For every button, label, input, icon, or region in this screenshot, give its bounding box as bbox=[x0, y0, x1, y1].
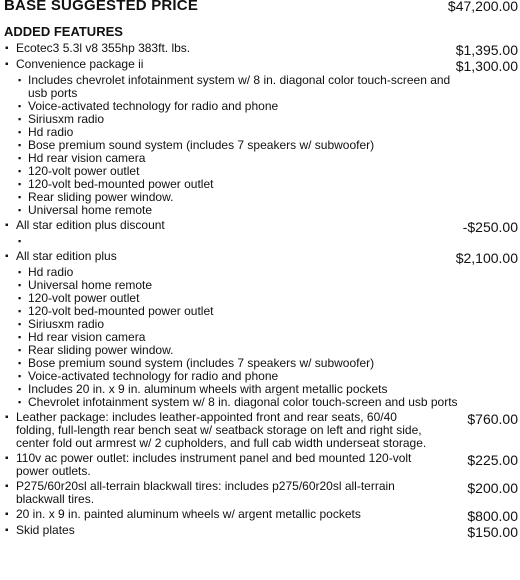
sub-feature-item: ▪ Universal home remote bbox=[0, 279, 458, 292]
feature-price: $760.00 bbox=[467, 411, 518, 427]
sub-feature-item: ▪ Voice-activated technology for radio and phone bbox=[0, 100, 458, 113]
sub-feature-item: ▪ Rear sliding power window. bbox=[0, 344, 458, 357]
feature-label: ▪ All star edition plus discount bbox=[0, 219, 436, 232]
feature-label: ▪ Convenience package ii bbox=[0, 58, 436, 71]
sub-feature-item: ▪ 120-volt power outlet bbox=[0, 292, 458, 305]
feature-label: ▪ Leather package: includes leather-appointed front and rear seats, 60/40 folding, full-length rear bench seat w/ seatback storage on left and right side, center fold out armrest w/ 2 cupholders, and full cab width underseat storage. bbox=[0, 411, 436, 450]
sub-feature-item: ▪ 120-volt bed-mounted power outlet bbox=[0, 178, 458, 191]
sub-feature-item: ▪ Rear sliding power window. bbox=[0, 191, 458, 204]
sub-feature-item: ▪ Hd rear vision camera bbox=[0, 152, 458, 165]
sub-feature-item: ▪ 120-volt bed-mounted power outlet bbox=[0, 305, 458, 318]
base-price-label: BASE SUGGESTED PRICE bbox=[4, 0, 199, 14]
sub-feature-list bbox=[0, 74, 520, 217]
base-price-value: $47,200.00 bbox=[447, 0, 518, 14]
feature-price: $150.00 bbox=[467, 524, 518, 540]
feature-label: ▪ 110v ac power outlet: includes instrument panel and bed mounted 120-volt power outlets. bbox=[0, 452, 436, 478]
sub-feature-item: ▪ Voice-activated technology for radio and phone bbox=[0, 370, 458, 383]
sub-feature-item: ▪ Includes chevrolet infotainment system w/ 8 in. diagonal color touch-screen and usb ports bbox=[0, 74, 458, 100]
feature-price: $2,100.00 bbox=[455, 250, 518, 266]
feature-price: $1,395.00 bbox=[455, 42, 518, 58]
feature-label: ▪ Skid plates bbox=[0, 524, 436, 537]
sub-feature-item: ▪ Hd radio bbox=[0, 126, 458, 139]
base-price-row bbox=[4, 0, 518, 17]
sub-feature-item: ▪ 120-volt power outlet bbox=[0, 165, 458, 178]
sub-feature-item: ▪ Bose premium sound system (includes 7 speakers w/ subwoofer) bbox=[0, 357, 458, 370]
feature-price: $1,300.00 bbox=[455, 58, 518, 74]
sub-feature-item: ▪ Includes 20 in. x 9 in. aluminum wheels with argent metallic pockets bbox=[0, 383, 458, 396]
sub-feature-item: ▪ Hd rear vision camera bbox=[0, 331, 458, 344]
sub-feature-list bbox=[0, 266, 520, 409]
section-title: ADDED FEATURES bbox=[4, 24, 123, 39]
sub-feature-item: ▪ Chevrolet infotainment system w/ 8 in. diagonal color touch-screen and usb ports bbox=[0, 396, 458, 409]
feature-list bbox=[0, 42, 520, 540]
sub-feature-list bbox=[0, 235, 520, 248]
feature-item bbox=[0, 250, 520, 409]
feature-label: ▪ 20 in. x 9 in. painted aluminum wheels w/ argent metallic pockets bbox=[0, 508, 436, 521]
feature-item bbox=[0, 219, 520, 248]
feature-item bbox=[0, 452, 520, 478]
feature-item bbox=[0, 42, 520, 58]
feature-item bbox=[0, 480, 520, 506]
feature-item bbox=[0, 411, 520, 450]
feature-label: ▪ Ecotec3 5.3l v8 355hp 383ft. lbs. bbox=[0, 42, 436, 55]
feature-label: ▪ P275/60r20sl all-terrain blackwall tires: includes p275/60r20sl all-terrain blackwall tires. bbox=[0, 480, 436, 506]
sub-feature-item: ▪ Hd radio bbox=[0, 266, 458, 279]
feature-price: -$250.00 bbox=[462, 219, 518, 235]
feature-price: $225.00 bbox=[467, 452, 518, 468]
sub-feature-item: ▪ Siriusxm radio bbox=[0, 113, 458, 126]
sub-feature-item: ▪ Universal home remote bbox=[0, 204, 458, 217]
sub-feature-item: ▪ Siriusxm radio bbox=[0, 318, 458, 331]
feature-item bbox=[0, 58, 520, 217]
feature-item bbox=[0, 524, 520, 540]
feature-price: $200.00 bbox=[467, 480, 518, 496]
sub-feature-item: ▪ Bose premium sound system (includes 7 speakers w/ subwoofer) bbox=[0, 139, 458, 152]
feature-label: ▪ All star edition plus bbox=[0, 250, 436, 263]
feature-price: $800.00 bbox=[467, 508, 518, 524]
feature-item bbox=[0, 508, 520, 524]
sub-feature-item bbox=[0, 235, 458, 248]
